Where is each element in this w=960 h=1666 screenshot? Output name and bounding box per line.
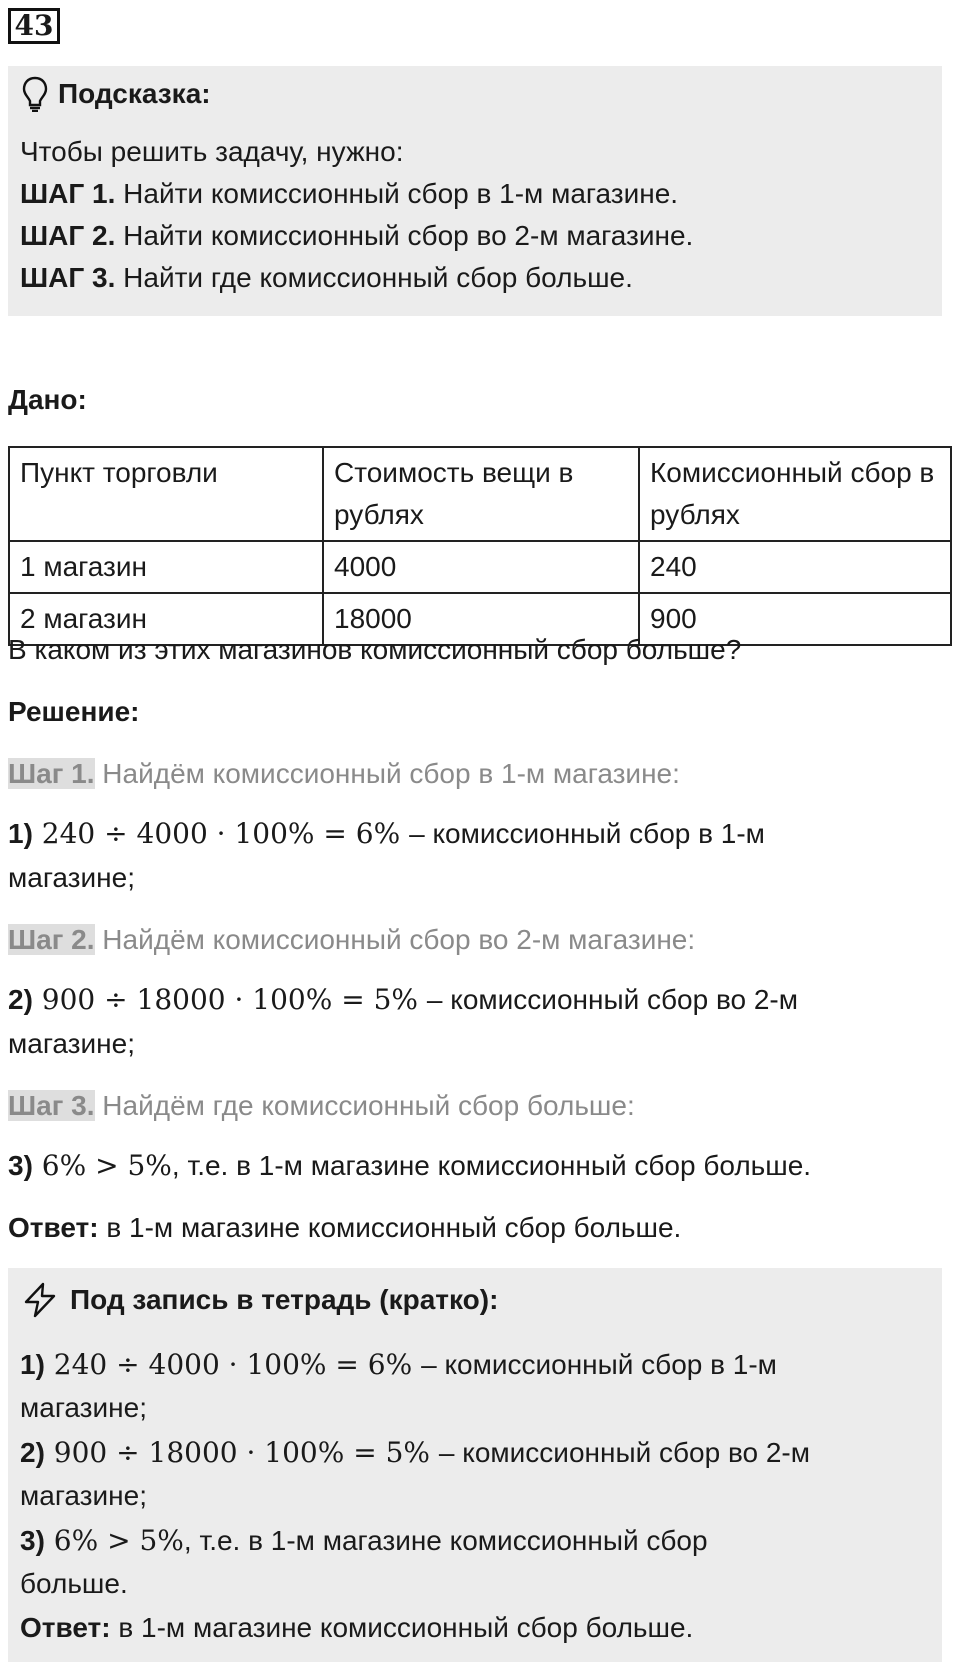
solution-step-1-calc: 1) 240 ÷ 4000 · 100% = 6% – комиссионный сбор в 1-м магазине; — [8, 817, 765, 893]
table-cell: 4000 — [323, 541, 639, 593]
brief-title: Под запись в тетрадь (кратко): — [70, 1284, 499, 1315]
brief-line-1: 1) 240 ÷ 4000 · 100% = 6% – комиссионный сбор в 1-м — [20, 1348, 777, 1381]
table-cell: Пункт торговли — [9, 447, 323, 541]
hint-step-2: ШАГ 2. Найти комиссионный сбор во 2-м магазине. — [20, 220, 694, 251]
solution-label: Решение: — [8, 696, 140, 727]
brief-line-2-cont: магазине; — [20, 1480, 147, 1511]
lightning-icon — [22, 1282, 58, 1318]
hint-intro: Чтобы решить задачу, нужно: — [20, 136, 404, 167]
answer-line: Ответ: в 1-м магазине комиссионный сбор больше. — [8, 1212, 682, 1243]
brief-line-3: 3) 6% > 5%, т.е. в 1-м магазине комиссионный сбор — [20, 1524, 708, 1557]
brief-answer: Ответ: в 1-м магазине комиссионный сбор больше. — [20, 1612, 694, 1643]
brief-line-3-cont: больше. — [20, 1568, 128, 1599]
solution-step-2-heading: Шаг 2. Найдём комиссионный сбор во 2-м магазине: — [8, 924, 696, 955]
table-header-row — [9, 447, 951, 541]
given-table — [8, 446, 952, 646]
brief-line-1-cont: магазине; — [20, 1392, 147, 1423]
hint-title: Подсказка: — [58, 78, 211, 109]
solution-step-2-calc: 2) 900 ÷ 18000 · 100% = 5% – комиссионный сбор во 2-м магазине; — [8, 983, 799, 1059]
solution-step-3-heading: Шаг 3. Найдём где комиссионный сбор больше: — [8, 1090, 635, 1121]
solution-step-3-calc: 3) 6% > 5%, т.е. в 1-м магазине комиссионный сбор больше. — [8, 1149, 812, 1182]
table-cell: 900 — [639, 593, 951, 645]
hint-step-3: ШАГ 3. Найти где комиссионный сбор больше. — [20, 262, 633, 293]
lightbulb-icon — [22, 76, 48, 112]
task-number: 43 — [8, 8, 60, 44]
table-cell: Стоимость вещи в рублях — [323, 447, 639, 541]
table-cell: 1 магазин — [9, 541, 323, 593]
hint-box — [8, 66, 942, 316]
table-row — [9, 541, 951, 593]
notebook-brief-box — [8, 1268, 942, 1662]
table-cell: Комиссионный сбор в рублях — [639, 447, 951, 541]
table-cell: 18000 — [323, 593, 639, 645]
brief-line-2: 2) 900 ÷ 18000 · 100% = 5% – комиссионный сбор во 2-м — [20, 1436, 811, 1469]
hint-step-1: ШАГ 1. Найти комиссионный сбор в 1-м магазине. — [20, 178, 679, 209]
given-label: Дано: — [8, 384, 87, 415]
solution-step-1-heading: Шаг 1. Найдём комиссионный сбор в 1-м магазине: — [8, 758, 680, 789]
table-cell: 2 магазин — [9, 593, 323, 645]
table-cell: 240 — [639, 541, 951, 593]
question-text: В каком из этих магазинов комиссионный сбор больше? — [8, 634, 742, 665]
